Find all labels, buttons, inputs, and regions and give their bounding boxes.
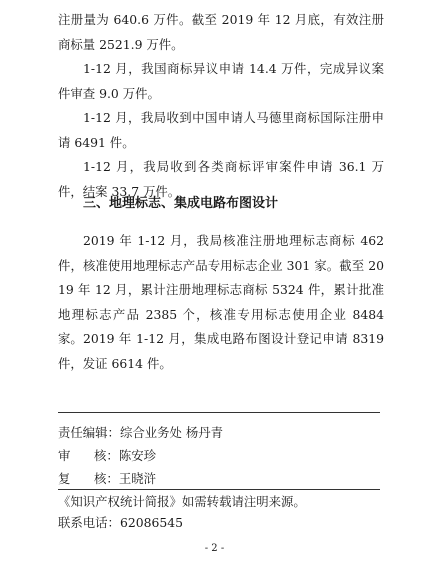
footer-editor	[58, 423, 223, 441]
footer-reexaminer	[58, 469, 156, 487]
footer-phone	[58, 513, 183, 531]
section-heading-geographic-indications: 三、地理标志、集成电路布图设计	[83, 196, 279, 211]
footer-reprint-notice: 《知识产权统计简报》如需转载请注明来源。	[58, 494, 306, 509]
reviewer-label: 审 核：	[58, 448, 119, 463]
footer-divider-top	[58, 412, 380, 413]
phone-label: 联系电话：	[58, 515, 120, 530]
paragraph-integrated-circuit-layout: 2019 年 1-12 月，集成电路布图设计登记申请 8319 件，发证 6614 件。	[58, 331, 384, 371]
paragraph-geographic-indications: 2019 年 1-12 月，我局核准注册地理标志商标 462 件，核准使用地理标志产品专用标志企业 301 家。截至 2019 年 12 月，累计注册地理标志商标 5324 件，累计批准地理标志产品 2385 个，核准专用标志使用企业 8484 家。	[58, 233, 384, 346]
paragraph-trademark-registration-cont: 注册量为 640.6 万件。截至 2019 年 12 月底，有效注册商标量 2521.9 万件。	[58, 12, 384, 52]
paragraph-trademark-opposition: 1-12 月，我国商标异议申请 14.4 万件，完成异议案件审查 9.0 万件。	[58, 61, 384, 101]
page-number: - 2 -	[204, 543, 225, 554]
phone-value: 62086545	[119, 515, 184, 530]
paragraph-madrid-registration: 1-12 月，我局收到中国申请人马德里商标国际注册申请 6491 件。	[58, 110, 384, 150]
footer-reviewer	[58, 446, 156, 464]
editor-value: 综合业务处 杨丹青	[119, 425, 224, 440]
editor-label: 责任编辑：	[58, 425, 120, 440]
reviewer-value: 陈安珍	[118, 448, 156, 463]
reexaminer-label: 复 核：	[58, 471, 119, 486]
footer-divider-bottom	[58, 489, 380, 490]
reexaminer-value: 王晓浒	[118, 471, 156, 486]
paragraph-trademark-review: 1-12 月，我局收到各类商标评审案件申请 36.1 万件，结案 33.7 万件。	[58, 159, 384, 199]
